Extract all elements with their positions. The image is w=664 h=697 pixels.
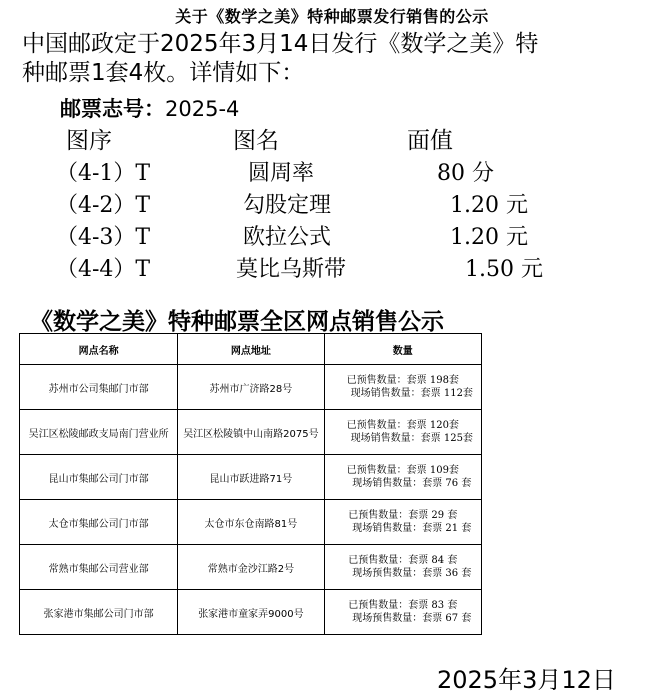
- outlet-address: 常熟市金沙江路2号: [178, 545, 324, 590]
- intro-line-2: 种邮票1套4枚。详情如下：: [22, 60, 305, 86]
- outlet-address: 昆山市跃进路71号: [178, 455, 324, 500]
- stamp-header-seq: 图序: [66, 128, 112, 154]
- stamp-number: [60, 93, 239, 123]
- table-row: [20, 455, 482, 500]
- outlet-name: 常熟市集邮公司营业部: [20, 545, 178, 590]
- stamp-row-seq: （4-2）T: [56, 193, 151, 218]
- stamp-row-value: 1.20 元: [450, 225, 528, 250]
- stamp-row-value: 80 分: [437, 161, 494, 186]
- outlet-quantity: [324, 365, 481, 410]
- stamp-row-seq: （4-1）T: [56, 161, 151, 186]
- onsite-qty: 现场销售数量：套票 76 套: [352, 478, 472, 489]
- outlet-name: 太仓市集邮公司门市部: [20, 500, 178, 545]
- outlet-quantity: [324, 410, 481, 455]
- presale-qty: 已预售数量：套票 120套: [346, 420, 459, 431]
- onsite-qty: 现场销售数量：套票 112套: [350, 388, 473, 399]
- outlet-quantity: [324, 500, 481, 545]
- outlet-name: 苏州市公司集邮门市部: [20, 365, 178, 410]
- intro-line-1: 中国邮政定于2025年3月14日发行《数学之美》特: [22, 31, 539, 57]
- notice-date: 2025年3月12日: [437, 666, 616, 694]
- stamp-row-value: 1.50 元: [465, 257, 543, 282]
- stamp-row-name: 勾股定理: [243, 193, 332, 218]
- header-quantity: 数量: [324, 334, 481, 365]
- outlets-table: [19, 333, 482, 635]
- header-outlet-name: 网点名称: [20, 334, 178, 365]
- table-row: [20, 410, 482, 455]
- header-outlet-address: 网点地址: [178, 334, 324, 365]
- notice-title: 关于《数学之美》特种邮票发行销售的公示: [175, 7, 489, 26]
- outlet-address: 张家港市童家弄9000号: [178, 590, 324, 635]
- stamp-row-seq: （4-4）T: [56, 257, 151, 282]
- stamp-number-value: 2025-4: [165, 97, 240, 121]
- intro-paragraph: [22, 30, 538, 88]
- stamp-row-name: 欧拉公式: [243, 225, 332, 250]
- outlet-quantity: [324, 545, 481, 590]
- stamp-row-seq: （4-3）T: [56, 225, 151, 250]
- stamp-number-label: 邮票志号：: [60, 97, 165, 121]
- onsite-qty: 现场销售数量：套票 21 套: [352, 523, 472, 534]
- stamp-row-name: 莫比乌斯带: [236, 257, 347, 282]
- onsite-qty: 现场销售数量：套票 125套: [350, 433, 473, 444]
- stamp-row-value: 1.20 元: [450, 193, 528, 218]
- onsite-qty: 现场预售数量：套票 67 套: [352, 613, 472, 624]
- stamp-header-value: 面值: [407, 128, 453, 154]
- outlet-quantity: [324, 590, 481, 635]
- stamp-header-name: 图名: [233, 128, 279, 154]
- stamp-row-name: 圆周率: [248, 161, 315, 186]
- onsite-qty: 现场预售数量：套票 36 套: [352, 568, 472, 579]
- outlet-name: 张家港市集邮公司门市部: [20, 590, 178, 635]
- presale-qty: 已预售数量：套票 198套: [346, 375, 459, 386]
- presale-qty: 已预售数量：套票 84 套: [348, 555, 458, 566]
- presale-qty: 已预售数量：套票 29 套: [348, 510, 458, 521]
- presale-qty: 已预售数量：套票 83 套: [348, 600, 458, 611]
- outlet-address: 吴江区松陵镇中山南路2075号: [178, 410, 324, 455]
- table-row: [20, 545, 482, 590]
- outlet-quantity: [324, 455, 481, 500]
- outlet-address: 苏州市广济路28号: [178, 365, 324, 410]
- table-row: [20, 500, 482, 545]
- outlet-address: 太仓市东仓南路81号: [178, 500, 324, 545]
- table-row: [20, 365, 482, 410]
- presale-qty: 已预售数量：套票 109套: [346, 465, 459, 476]
- outlet-name: 昆山市集邮公司门市部: [20, 455, 178, 500]
- sales-title: 《数学之美》特种邮票全区网点销售公示: [30, 309, 444, 335]
- table-header-row: [20, 334, 482, 365]
- outlet-name: 吴江区松陵邮政支局南门营业所: [20, 410, 178, 455]
- table-row: [20, 590, 482, 635]
